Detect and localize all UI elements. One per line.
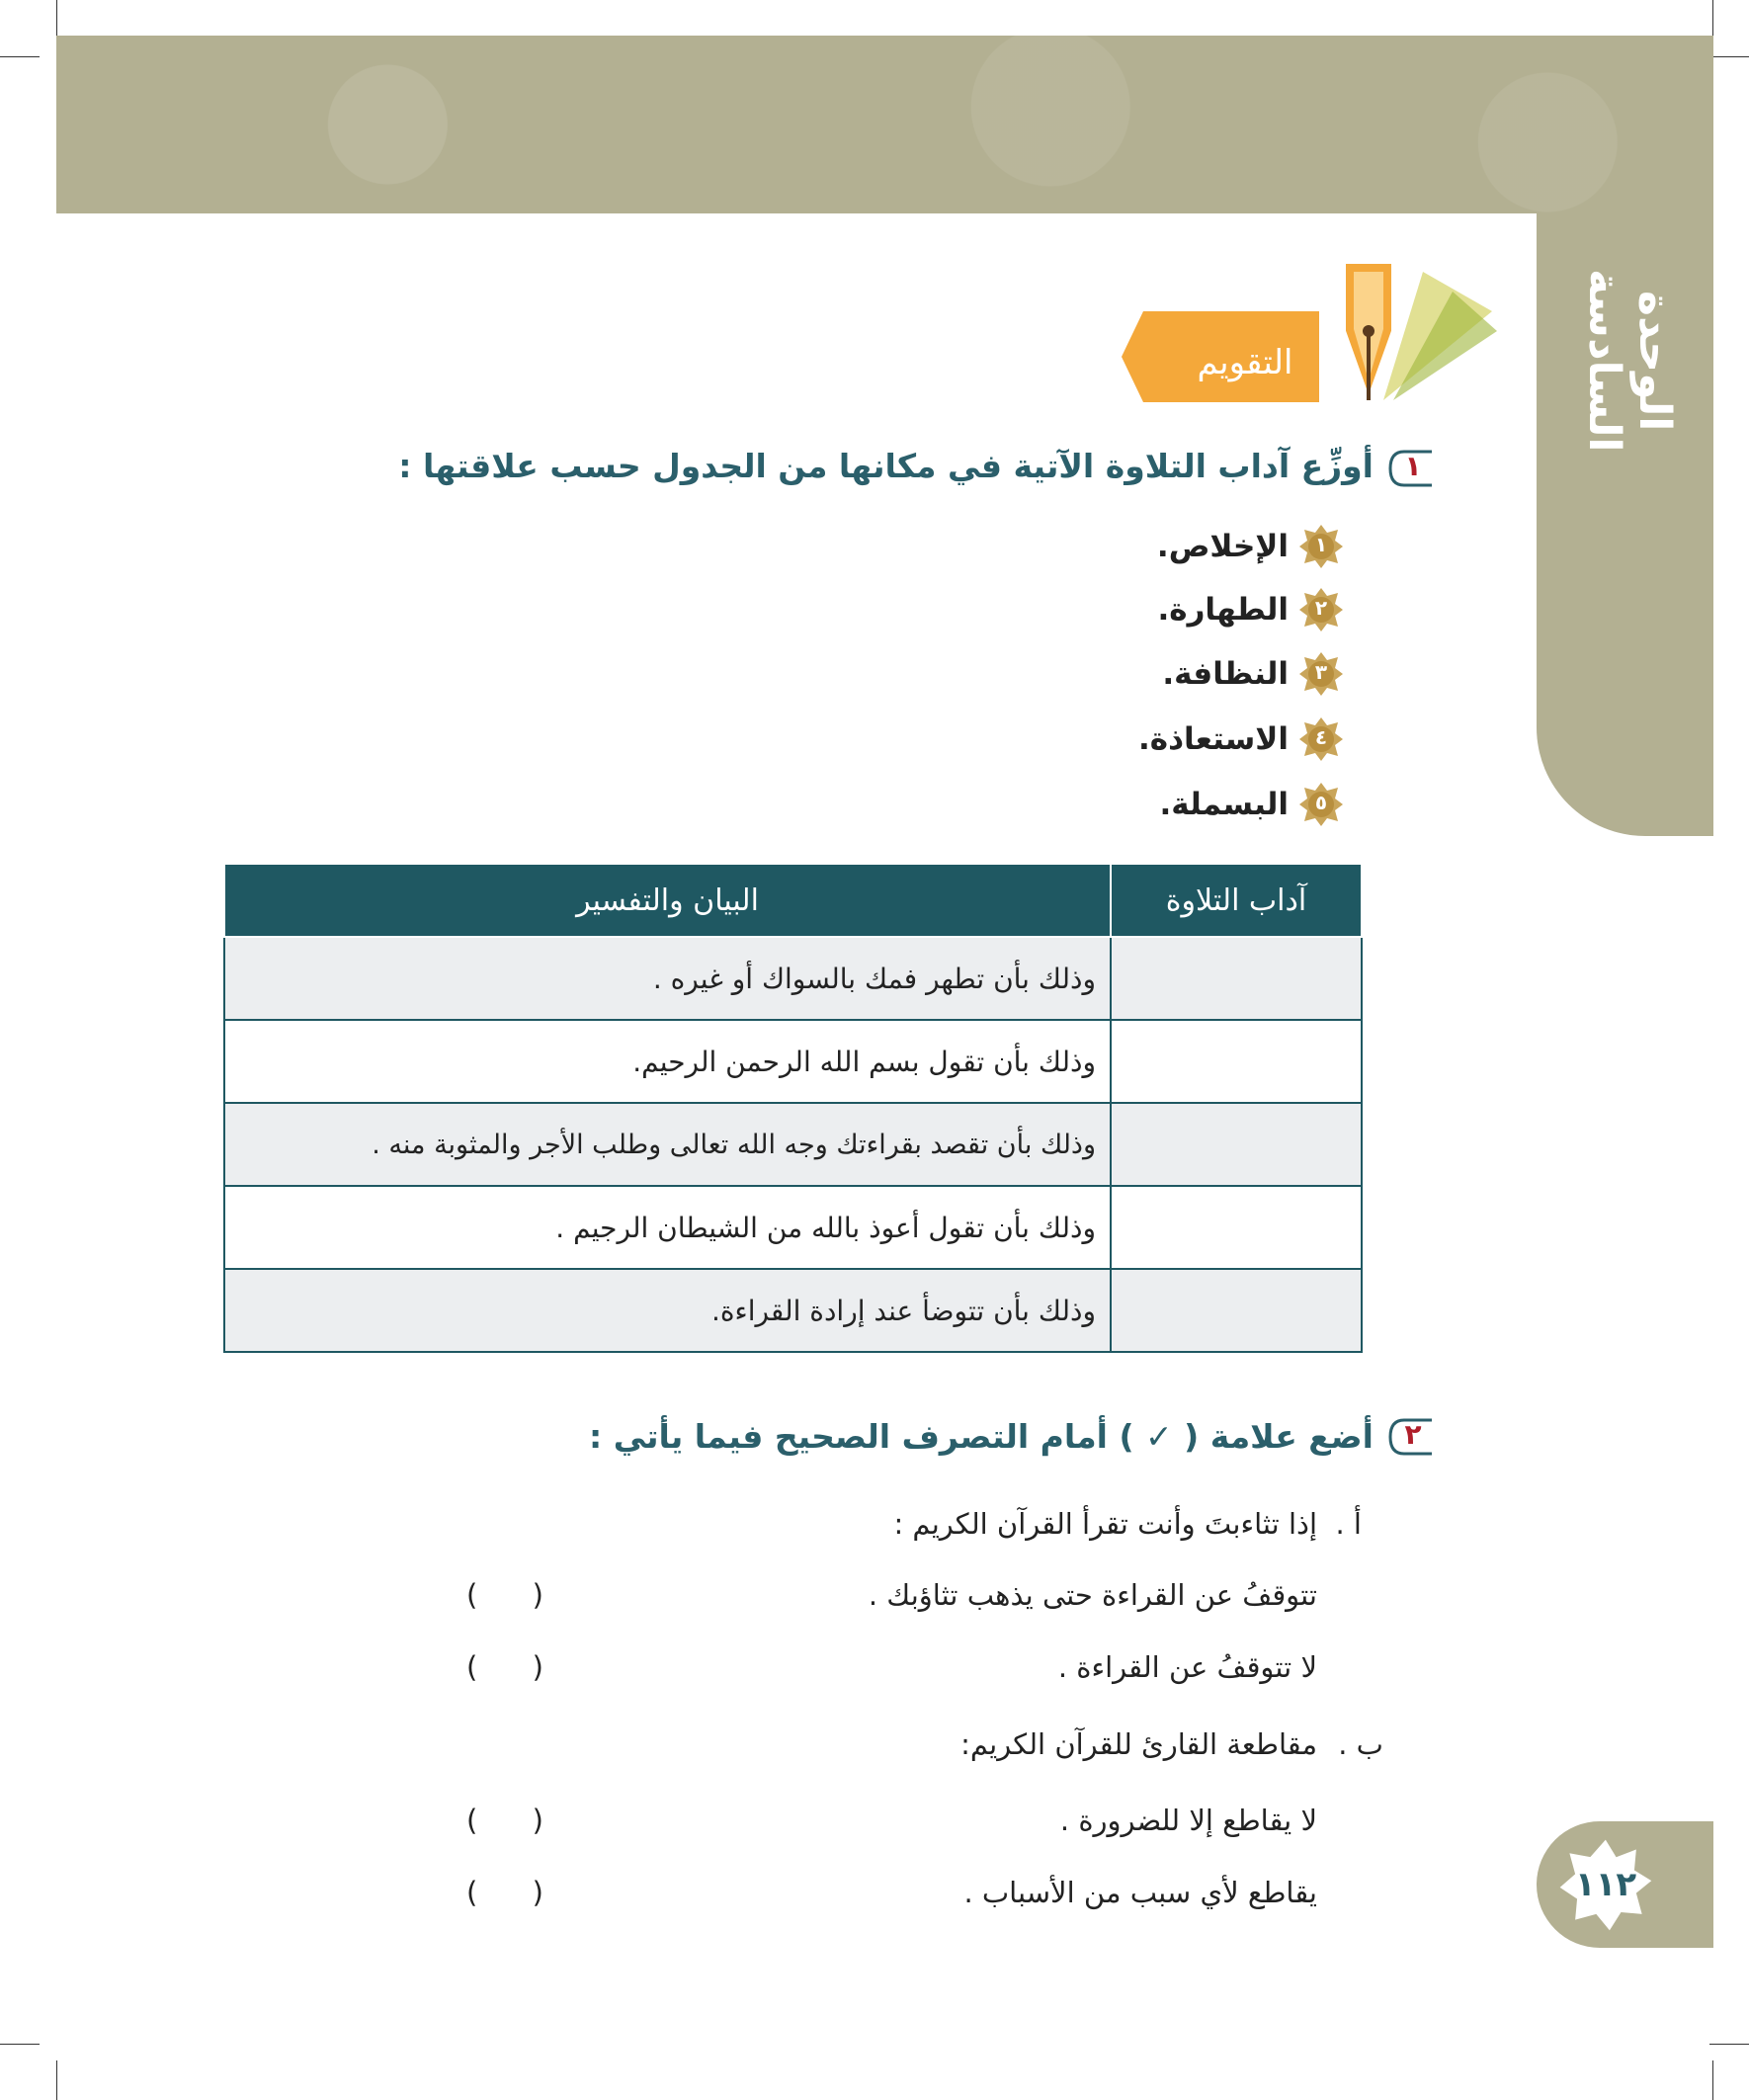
option-text: تتوقفُ عن القراءة حتى يذهب تثاؤبك . bbox=[868, 1578, 1317, 1612]
crop-mark bbox=[1712, 2060, 1713, 2100]
table-row bbox=[224, 1020, 1362, 1103]
option-text: لا يقاطع إلا للضرورة . bbox=[1059, 1804, 1317, 1837]
answer-box[interactable]: ( ) bbox=[466, 1876, 543, 1909]
item-text: النظافة. bbox=[1162, 656, 1289, 692]
bayan-cell: وذلك بأن تقصد بقراءتك وجه الله تعالى وطلب الأجر والمثوبة منه . bbox=[224, 1103, 1111, 1186]
answer-cell[interactable] bbox=[1111, 1020, 1362, 1103]
answer-cell[interactable] bbox=[1111, 1269, 1362, 1352]
section-label: التقويم bbox=[1197, 343, 1293, 382]
pen-nib-icon bbox=[1324, 252, 1502, 410]
item-text: الاستعاذة. bbox=[1138, 721, 1289, 757]
answer-box[interactable]: ( ) bbox=[466, 1578, 543, 1612]
star-badge-icon bbox=[1298, 716, 1344, 762]
adab-table bbox=[223, 863, 1363, 1353]
crop-mark bbox=[1712, 0, 1713, 40]
star-badge-icon bbox=[1298, 651, 1344, 697]
item-text: الإخلاص. bbox=[1156, 529, 1289, 564]
option-text: يقاطع لأي سبب من الأسباب . bbox=[963, 1876, 1317, 1909]
crop-mark bbox=[0, 56, 40, 57]
bayan-cell: وذلك بأن تقول أعوذ بالله من الشيطان الرجيم . bbox=[224, 1186, 1111, 1269]
question-2-instruction: أضع علامة ( ✓ ) أمام التصرف الصحيح فيما يأتي : bbox=[589, 1417, 1374, 1456]
question-number: ٢ bbox=[1404, 1418, 1422, 1451]
page-number: ١١٢ bbox=[1574, 1865, 1637, 1904]
crop-mark bbox=[56, 0, 57, 40]
item-number: ٥ bbox=[1314, 791, 1328, 814]
bayan-cell: وذلك بأن تقول بسم الله الرحمن الرحيم. bbox=[224, 1020, 1111, 1103]
table-row bbox=[224, 937, 1362, 1020]
table-row bbox=[224, 1103, 1362, 1186]
star-badge-icon bbox=[1298, 524, 1344, 569]
question-1-instruction: أوزِّع آداب التلاوة الآتية في مكانها من الجدول حسب علاقتها : bbox=[398, 447, 1374, 485]
crop-mark bbox=[0, 2044, 40, 2045]
crop-mark bbox=[56, 2060, 57, 2100]
star-badge-icon bbox=[1298, 587, 1344, 632]
list-item bbox=[1158, 586, 1345, 633]
list-item bbox=[1160, 781, 1344, 828]
part-label: أ . bbox=[1335, 1507, 1362, 1541]
table-header-adab: آداب التلاوة bbox=[1111, 864, 1362, 937]
bayan-cell: وذلك بأن تتوضأ عند إرادة القراءة. bbox=[224, 1269, 1111, 1352]
item-text: الطهارة. bbox=[1157, 592, 1289, 628]
answer-cell[interactable] bbox=[1111, 1186, 1362, 1269]
part-prompt: إذا تثاءبتَ وأنت تقرأ القرآن الكريم : bbox=[893, 1507, 1317, 1541]
bayan-cell: وذلك بأن تطهر فمك بالسواك أو غيره . bbox=[224, 937, 1111, 1020]
table-row bbox=[224, 1269, 1362, 1352]
answer-cell[interactable] bbox=[1111, 937, 1362, 1020]
part-prompt: مقاطعة القارئ للقرآن الكريم: bbox=[960, 1727, 1317, 1761]
unit-title: الوحدة السادسة bbox=[1579, 269, 1680, 453]
item-number: ١ bbox=[1314, 533, 1328, 556]
list-item bbox=[1162, 650, 1344, 698]
answer-box[interactable]: ( ) bbox=[466, 1804, 543, 1837]
list-item bbox=[1138, 715, 1344, 763]
list-item bbox=[1157, 523, 1344, 570]
question-number: ١ bbox=[1404, 450, 1422, 482]
table-row bbox=[224, 1186, 1362, 1269]
header-band bbox=[56, 36, 1713, 213]
crop-mark bbox=[1709, 56, 1749, 57]
answer-box[interactable]: ( ) bbox=[466, 1650, 543, 1684]
item-number: ٢ bbox=[1314, 596, 1328, 620]
item-text: البسملة. bbox=[1159, 787, 1289, 822]
star-badge-icon bbox=[1298, 782, 1344, 827]
item-number: ٤ bbox=[1314, 725, 1328, 749]
answer-cell[interactable] bbox=[1111, 1103, 1362, 1186]
table-header-bayan: البيان والتفسير bbox=[224, 864, 1111, 937]
item-number: ٣ bbox=[1314, 660, 1328, 684]
part-label: ب . bbox=[1338, 1727, 1383, 1761]
option-text: لا تتوقفُ عن القراءة . bbox=[1057, 1650, 1317, 1684]
crop-mark bbox=[1709, 2044, 1749, 2045]
